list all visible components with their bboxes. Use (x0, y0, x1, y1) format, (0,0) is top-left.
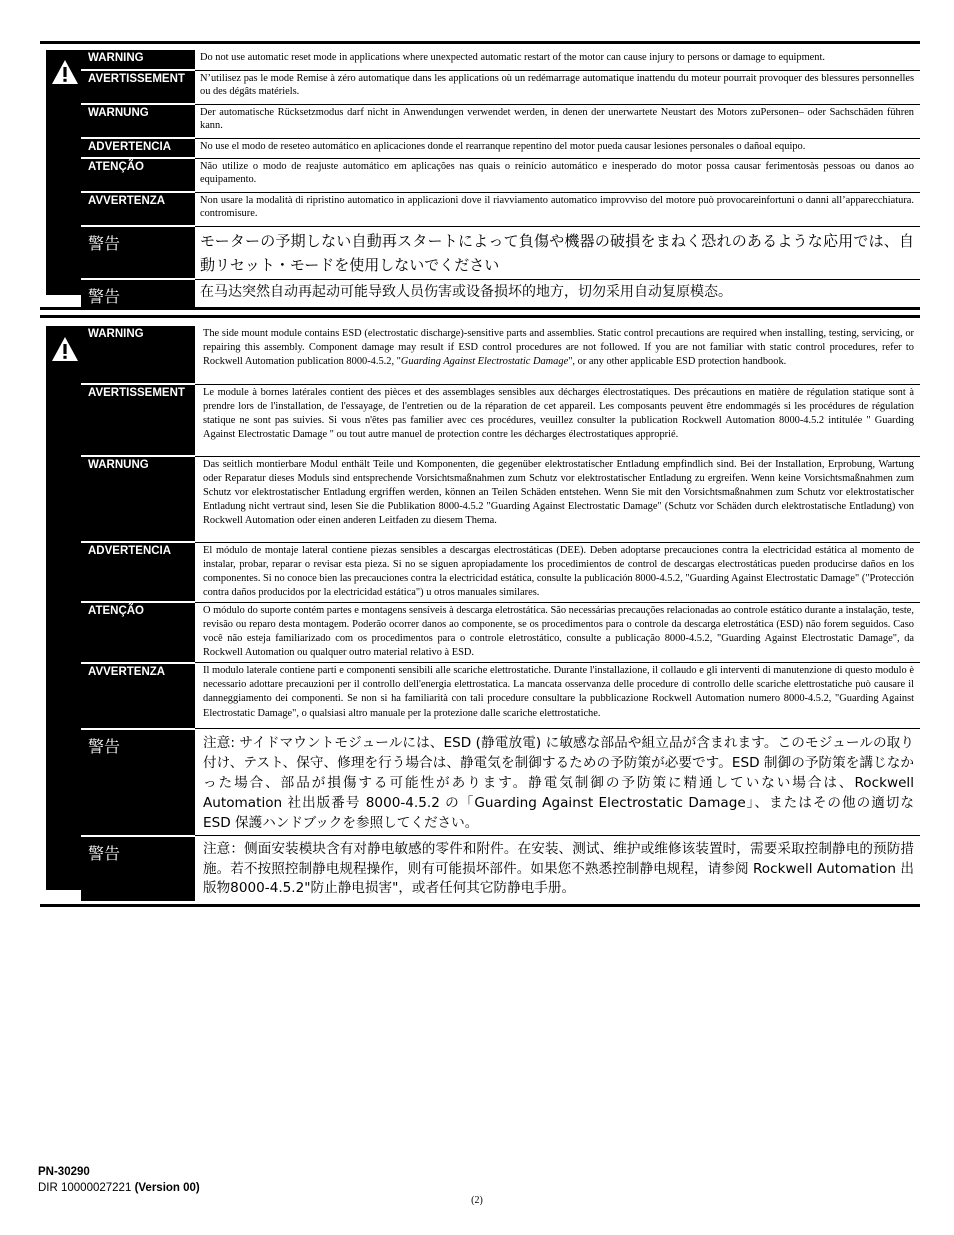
label-jinggao-zh: 警告 (81, 279, 195, 307)
warning-triangle-icon (51, 59, 79, 85)
text-warning: Do not use automatic reset mode in applications where unexpected automatic restart of the motor can cause injury to persons or damage to equipment. (195, 50, 920, 70)
label-warnung: WARNUNG (81, 104, 195, 138)
text-avvertenza: Non usare la modalità di ripristino automatico in applicazioni dove il riavviamento automatico improvviso del motore può provocareinfortuni o danni all’apparecchiatura. contromisure. (195, 192, 920, 226)
esd-row-es (81, 542, 920, 602)
text-ja: 注意: サイドマウントモジュールには、ESD (静電放電) に敏感な部品や組立品が含まれます。このモジュールの取り付け、テスト、保守、修理を行う場合は、静電気を制御するための予防策が必要です。ESD 制御の予防策を講じなかった場合、部品が損傷する可能性があります。静電気制御の予防策に精通していない場合は、Rockwell Automation 社出版番号 8000-4.5.2 の「Guarding Against Electrostatic Damage」、またはその他の適切な ESD 保護ハンドブックを参照してください。 (195, 729, 920, 836)
text-warnung: Das seitlich montierbare Modul enthält Teile und Komponenten, die gegenüber elektrostatischer Entladung empfindlich sind. Bei der Installation, Erprobung, Wartung oder Reparatur dieses Moduls sind entsprechende Vorsichtsmaßnahmen zum Schutz vor elektrostatischer Entladung zu ergreifen. Wenn keine Vorsichtsmaßnahmen zum Schutz vor elektrostatischer Entladung ergriffen werden, können an Teilen Schäden entstehen. Wenn Sie mit den Vorsichtsmaßnahmen zum Schutz vor elektrostatischer Entladung nicht vertraut sind, lesen Sie die Publikation 8000-4.5.2 "Guarding Against Electrostatic Damage" (Schutz vor Schäden durch elektrostatische Entladung) von Rockwell Automation oder einen anderen Leitfaden zu diesem Thema. (195, 456, 920, 542)
label-avertissement: AVERTISSEMENT (81, 70, 195, 104)
label-warning: WARNING (81, 50, 195, 70)
warning-rows (46, 50, 920, 306)
esd-table (81, 326, 920, 901)
esd-row-fr (81, 384, 920, 456)
text-zh: 在马达突然自动再起动可能导致人员伤害或设备损坏的地方，切勿采用自动复原模态。 (200, 283, 732, 300)
esd-row-ja (81, 729, 920, 836)
text-zh: 注意：侧面安装模块含有对静电敏感的零件和附件。在安装、测试、维护或维修该装置时，需要采取控制静电的预防措施。若不按照控制静电规程操作，则有可能损坏部件。如果您不熟悉控制静电规程，请参阅 Rockwell Automation 出版物8000-4.5.2"防止静电损害"，或者任何其它防静电手册。 (203, 841, 914, 897)
esd-row-pt (81, 602, 920, 662)
icon-column (46, 50, 81, 295)
esd-rows (46, 326, 920, 897)
document-id (38, 1182, 200, 1194)
text-warnung: Der automatische Rücksetzmodus darf nicht in Anwendungen verwendet werden, in denen der unerwartete Neustart des Motors zuPersonen– oder Sachschäden führen kann. (195, 104, 920, 138)
text-avvertenza: Il modulo laterale contiene parti e componenti sensibili alle scariche elettrostatiche. Durante l'installazione, il collaudo e gli interventi di manutenzione di questo modulo è necessario adottare precauzioni per il controllo dell'energia elettrostatica. La mancata osservanza delle procedure di controllo delle scariche elettrostatiche può causare il danneggiamento dei componenti. Se non si ha familiarità con tali procedure consultare la pubblicazione Rockwell Automation numero 8000-4.5.2, "Guarding Against Electrostatic Damage", o qualsiasi altro manuale per la protezione dalle scariche elettrostatiche. (195, 663, 920, 729)
warning-block-auto-reset (40, 41, 920, 310)
label-keikoku-ja: 警告 (81, 226, 195, 279)
icon-column (46, 326, 81, 890)
warning-table (81, 50, 920, 307)
version: (Version 00) (134, 1182, 200, 1194)
label-avvertenza: AVVERTENZA (81, 663, 195, 729)
text-atencao: O módulo do suporte contém partes e montagens sensíveis à descarga eletrostática. São necessárias precauções relacionadas ao controle estático durante a instalação, teste, revisão ou reparo desta montagem. Poderão ocorrer danos ao componente, se os procedimentos para o controle da descarga eletrostática (ESD) não forem seguidos. Caso você não esteja familiarizado com os procedimentos para o controle eletrostático, consulte a publicação 8000-4.5.2, "Guarding Against Electrostatic Damage", da Rockwell Automation ou qualquer outro material relativo à ESD. (195, 602, 920, 662)
esd-row-zh (81, 836, 920, 901)
text-ja: モーターの予期しない自動再スタートによって負傷や機器の破損をまねく恐れのあるような応用では、自動リセット・モードを使用しないでください (195, 226, 920, 279)
warning-row-pt (81, 158, 920, 192)
label-warning: WARNING (81, 326, 195, 384)
warning-row-zh (81, 279, 920, 307)
text-warning-title: Guarding Against Electrostatic Damage (400, 356, 569, 368)
text-atencao: Não utilize o modo de reajuste automático em aplicações nas quais o reinício automático e inesperado do motor possa causar ferimentosàs pessoas ou danos ao equipamento. (195, 158, 920, 192)
text-avertissement: Le module à bornes latérales contient des pièces et des assemblages sensibles aux décharges électrostatiques. Des précautions en matière de régulation statique sont à prendre lors de l'installation, de l'essayage, de l'entretien ou de la réparation de cet appareil. Les composants peuvent être endommagés si les procédures de régulation statique ne sont pas suivies. Si vous n'êtes pas familier avec ces procédures, veuillez consulter la publication Rockwell Automation 8000-4.5.2 intitulée " Guarding Against Electrostatic Damage " ou tout autre manuel de protection contre les décharges électrostatiques approprié. (195, 384, 920, 456)
warning-row-de (81, 104, 920, 138)
label-advertencia: ADVERTENCIA (81, 542, 195, 602)
text-warning-b: ", or any other applicable ESD protection handbook. (568, 356, 787, 368)
page-number: (2) (471, 1195, 483, 1206)
text-warning-a: The side mount module contains ESD (electrostatic discharge)-sensitive parts and assemblies. Static control precautions are required when installing, testing, servicing, or repairing this assembly. Component damage may result if ESD control procedures are not followed. If you are not familiar with static control procedures, refer to Rockwell Automation publication 8000-4.5.2, " (203, 328, 914, 368)
esd-row-en (81, 326, 920, 384)
warning-row-fr (81, 70, 920, 104)
text-avertissement: N’utilisez pas le mode Remise à zéro automatique dans les applications où un redémarrage automatique inattendu du moteur pourrait provoquer des blessures personnelles ou des dégâts matériels. (195, 70, 920, 104)
label-avertissement: AVERTISSEMENT (81, 384, 195, 456)
part-number: PN-30290 (38, 1166, 90, 1178)
text-warning (195, 326, 920, 384)
warning-triangle-icon (51, 336, 79, 362)
label-atencao: ATENÇÃO (81, 158, 195, 192)
text-advertencia: No use el modo de reseteo automático en aplicaciones donde el rearranque repentino del motor pueda causar lesiones personales o dañoal equipo. (195, 138, 920, 158)
esd-row-de (81, 456, 920, 542)
label-advertencia: ADVERTENCIA (81, 138, 195, 158)
label-keikoku-ja: 警告 (81, 729, 195, 836)
esd-row-it (81, 663, 920, 729)
label-atencao: ATENÇÃO (81, 602, 195, 662)
label-avvertenza: AVVERTENZA (81, 192, 195, 226)
text-advertencia: El módulo de montaje lateral contiene piezas sensibles a descargas electrostáticas (DEE). Deben adoptarse precauciones contra la electricidad estática al momento de instalar, probar, reparar o revisar esta pieza. Si no se siguen apropiadamente los procedimientos de control de descargas electrostáticas pueden producirse daños en los componentes. Si no conoce bien las precauciones contra la electricidad estática, consulte la publicación 8000-4.5.2, "Guarding Against Electrostatic Damage" ("Protección contra daños producidos por la electricidad estática") u otros manuales similares. (195, 542, 920, 602)
label-jinggao-zh: 警告 (81, 836, 195, 901)
label-warnung: WARNUNG (81, 456, 195, 542)
warning-row-en (81, 50, 920, 70)
warning-row-it (81, 192, 920, 226)
warning-block-esd (40, 315, 920, 907)
dir-number: DIR 10000027221 (38, 1182, 132, 1194)
warning-row-ja (81, 226, 920, 279)
warning-row-es (81, 138, 920, 158)
